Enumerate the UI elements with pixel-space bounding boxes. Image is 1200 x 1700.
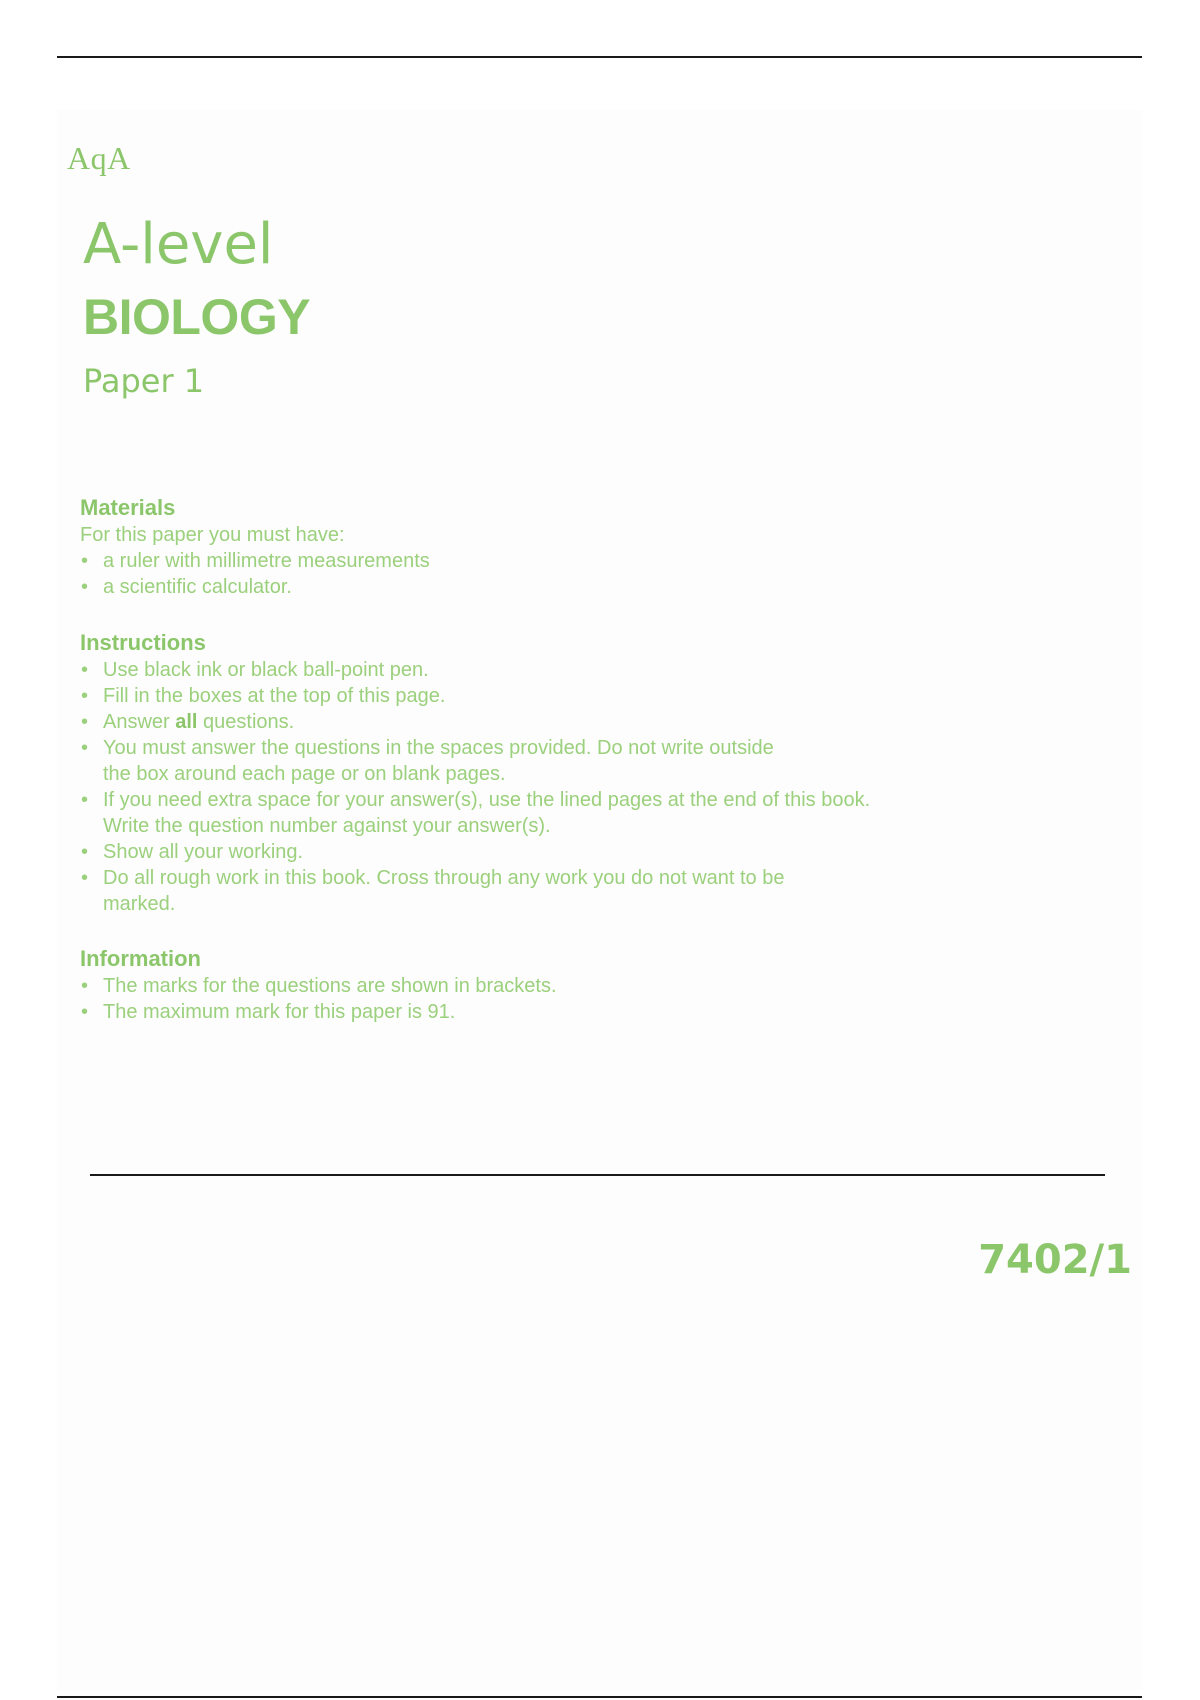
list-item-text: The maximum mark for this paper is 91.	[103, 1001, 456, 1023]
list-item-text: Do all rough work in this book. Cross through any work you do not want to be marked.	[103, 867, 785, 915]
list-item-text-suffix: questions.	[197, 711, 295, 733]
list-item	[80, 548, 880, 574]
bullet-icon: •	[81, 685, 89, 707]
paper-number: Paper 1	[83, 362, 205, 400]
list-item	[80, 657, 880, 683]
bullet-icon: •	[81, 550, 89, 572]
list-item-text: Use black ink or black ball-point pen.	[103, 659, 429, 681]
list-item	[80, 787, 893, 839]
materials-intro: For this paper you must have:	[80, 524, 345, 546]
list-item	[80, 574, 880, 600]
instructions-section	[80, 629, 880, 917]
materials-section	[80, 494, 880, 600]
bullet-icon: •	[81, 711, 89, 733]
bullet-icon: •	[81, 975, 89, 997]
list-item-text: Fill in the boxes at the top of this page.	[103, 685, 446, 707]
list-item-text: If you need extra space for your answer(s), use the lined pages at the end of this book. Write the question number against your answer(s).	[103, 789, 871, 837]
instructions-heading: Instructions	[80, 630, 206, 655]
list-item-emphasis: all	[175, 711, 198, 733]
subject-title: BIOLOGY	[83, 289, 311, 345]
list-item	[80, 999, 880, 1025]
information-list	[80, 973, 880, 1025]
bullet-icon: •	[81, 841, 89, 863]
materials-heading: Materials	[80, 495, 176, 520]
bullet-icon: •	[81, 659, 89, 681]
list-item-text: a ruler with millimetre measurements	[103, 550, 430, 572]
bullet-icon: •	[81, 867, 89, 889]
list-item	[80, 839, 880, 865]
information-heading: Information	[80, 946, 201, 971]
bullet-icon: •	[81, 737, 89, 759]
top-rule	[57, 56, 1142, 58]
bottom-rule	[57, 1696, 1142, 1698]
list-item	[80, 709, 880, 735]
list-item	[80, 683, 880, 709]
bullet-icon: •	[81, 1001, 89, 1023]
list-item-text: The marks for the questions are shown in brackets.	[103, 975, 557, 997]
list-item	[80, 865, 823, 917]
list-item-text: Show all your working.	[103, 841, 304, 863]
paper-code: 7402/1	[978, 1237, 1132, 1283]
list-item	[80, 735, 783, 787]
bullet-icon: •	[81, 789, 89, 811]
instructions-list	[80, 657, 880, 917]
list-item-text-prefix: Answer	[103, 711, 176, 733]
materials-list	[80, 548, 880, 600]
information-section	[80, 945, 880, 1025]
list-item-text: You must answer the questions in the spaces provided. Do not write outside the box around each page or on blank pages.	[103, 737, 774, 785]
qualification-level: A-level	[83, 212, 274, 277]
section-divider	[90, 1174, 1105, 1176]
list-item-text: a scientific calculator.	[103, 576, 292, 598]
list-item	[80, 973, 880, 999]
aqa-logo: AqA	[67, 140, 131, 176]
bullet-icon: •	[81, 576, 89, 598]
